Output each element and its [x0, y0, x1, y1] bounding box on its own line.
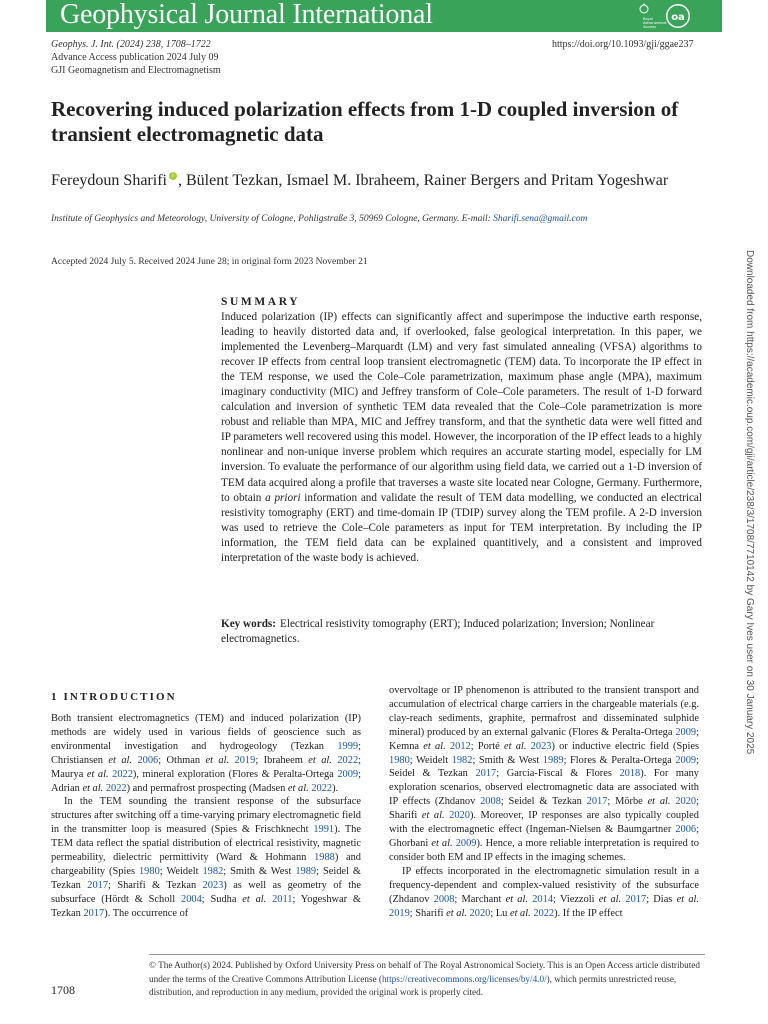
logo-text-2: Astronomical [643, 21, 667, 25]
citation-block [51, 38, 221, 77]
citation-link[interactable]: 2009 [455, 837, 477, 849]
citation-link[interactable]: 2006 [675, 824, 697, 836]
affiliation: Institute of Geophysics and Meteorology, University of Cologne, Pohligstraße 3, 50969 Cologne, Germany. E-mail: Sharifi.sena@gmail.com [51, 214, 588, 224]
citation-link[interactable]: 1982 [202, 865, 224, 877]
section-line: GJI Geomagnetism and Electromagnetism [51, 65, 221, 76]
citation-link[interactable]: 2019 [234, 754, 256, 766]
citation-link[interactable]: 1982 [451, 754, 473, 766]
citation-link[interactable]: 1980 [138, 865, 160, 877]
summary-heading: SUMMARY [221, 296, 301, 308]
article-dates: Accepted 2024 July 5. Received 2024 June 28; in original form 2023 November 21 [51, 257, 368, 267]
body-column-right [389, 684, 699, 920]
paragraph: IP effects incorporated in the electromagnetic simulation result in a frequency-dependent and complex-valued resistivity of the subsurface (Zhdanov 2008; Marchant et al. 2014; Viezzoli et al. 2017; Dias et al. 2019; Sharifi et al. 2020; Lu et al. 2022). If the IP effect [389, 865, 700, 919]
logo-text-1: Royal [643, 17, 653, 21]
citation-link[interactable]: 1999 [337, 740, 359, 752]
citation-link[interactable]: 2022 [105, 782, 127, 794]
citation-link[interactable]: 2017 [83, 907, 105, 919]
journal-title: Geophysical Journal International [60, 0, 433, 30]
introduction-heading: 1 INTRODUCTION [51, 691, 177, 703]
keywords-list: Electrical resistivity tomography (ERT); Induced polarization; Inversion; Nonlinear electromagnetics. [221, 618, 655, 646]
footer-divider [149, 954, 705, 955]
citation-link[interactable]: 1988 [314, 852, 335, 864]
citation-link[interactable]: 2011 [272, 893, 293, 905]
citation-link[interactable]: 2023 [530, 740, 552, 752]
citation-link[interactable]: 2009 [675, 754, 697, 766]
citation-link[interactable]: 2019 [389, 907, 410, 919]
citation-link[interactable]: 2022 [311, 782, 333, 794]
citation-link[interactable]: 1989 [542, 754, 564, 766]
citation-link[interactable]: 2012 [449, 740, 471, 752]
keywords-label: Key words: [221, 618, 276, 630]
citation-link[interactable]: 1989 [295, 865, 317, 877]
download-note: Downloaded from https://academic.oup.com/gji/article/238/3/1708/7710142 by Gary Ives user on 30 January 2025 [744, 250, 755, 755]
keywords [221, 617, 702, 647]
open-access-label: oa [671, 12, 685, 23]
first-author: Fereydoun Sharifi [51, 172, 167, 189]
page-number: 1708 [51, 983, 75, 997]
summary-text: Induced polarization (IP) effects can significantly affect and superimpose the inductive earth response, leading to heavily distorted data and, if overlooked, false geological interpretation. In this paper, we implemented the Levenberg–Marquardt (LM) and very fast simulated annealing (VFSA) algorithms to recover IP effects from central loop transient electromagnetic (TEM) data. To incorporate the IP effect in the TEM response, we used the Cole–Cole parametrization, maximum phase angle (MPA), maximum imaginary conductivity (MIC) and Jeffrey transform of Cole–Cole parameters. The result of 1-D forward calculation and inversion of synthetic TEM data revealed that the Cole–Cole parametrization is more robust and reliable than MPA, MIC and Jeffrey transform, and that the synthetic data were well fitted and IP parameters well recovered using this model. However, the incorporation of the IP effect leads to a highly nonlinear and non-unique inverse problem which requires an accurate starting model, especially for LM inversion. To evaluate the performance of our algorithm using field data, we carried out a 1-D inversion of TEM data acquired along a profile that traverses a waste site located near Cologne, Germany. Furthermore, to obtain a priori information and validate the result of TEM data modelling, we conducted an electrical resistivity tomography (ERT) and time-domain IP (TDIP) survey along the TEM profile. A 2-D inversion was used to retrieve the Cole–Cole parameters as input for TEM interpretation. By including the IP information, the TEM field data can be explained quantitively, and a consistent and improved interpretation of the waste body is achieved. [221, 311, 702, 564]
citation-link[interactable]: 2020 [449, 810, 470, 822]
other-authors: , Bülent Tezkan, Ismael M. Ibraheem, Rainer Bergers and Pritam Yogeshwar [177, 172, 669, 189]
journal-banner [46, 0, 722, 32]
citation-link[interactable]: 2023 [202, 879, 224, 891]
logo-text-3: Society [643, 25, 657, 29]
citation-link[interactable]: 2020 [675, 796, 697, 808]
license-notice: © The Author(s) 2024. Published by Oxford University Press on behalf of The Royal Astronomical Society. This is an Open Access article distributed under the terms of the Creative Commons Attribution License (https://creativecommons.org/licenses/by/4.0/), which permits unrestricted reuse, distribution, and reproduction in any medium, provided the original work is properly cited. [149, 960, 700, 997]
article-title: Recovering induced polarization effects from 1-D coupled inversion of transient electromagnetic data [51, 97, 679, 146]
citation-line: Geophys. J. Int. (2024) 238, 1708–1722 [51, 39, 211, 50]
citation-link[interactable]: 2020 [469, 907, 491, 919]
paragraph: In the TEM sounding the transient response of the subsurface structures after switching off a time-varying primary electromagnetic field in the transmitter loop is measured (Spies & Frischknecht 1991). The TEM data reflect the spatial distribution of electrical resistivity, magnetic permeability, dielectric permittivity (Ward & Hohmann 1988) and chargeability (Spies 1980; Weidelt 1982; Smith & West 1989; Seidel & Tezkan 2017; Sharifi & Tezkan 2023) as well as geometry of the subsurface (Hördt & Scholl 2004; Sudha et al. 2011; Yogeshwar & Tezkan 2017). The occurrence of [51, 796, 361, 919]
citation-link[interactable]: 1991 [313, 824, 335, 836]
citation-link[interactable]: 2017 [625, 893, 647, 905]
journal-logo [636, 1, 716, 31]
citation-link[interactable]: 2018 [619, 768, 641, 780]
advance-access-line: Advance Access publication 2024 July 09 [51, 52, 219, 63]
license-link[interactable]: https://creativecommons.org/licenses/by/4.0/ [381, 973, 547, 984]
citation-link[interactable]: 2017 [87, 879, 109, 891]
citation-link[interactable]: 2009 [337, 768, 359, 780]
citation-link[interactable]: 2006 [137, 754, 159, 766]
orcid-icon[interactable]: i [169, 172, 177, 180]
paragraph: overvoltage or IP phenomenon is attributed to the transient transport and accumulation of electrical charge carriers in the chargeable materials (e.g. clay-reach sediments, graphite, permafrost and disseminated sulphide mineral) produced by an external galvanic (Flores & Peralta-Ortega 2009; Kemna et al. 2012; Porté et al. 2023) or inductive electric field (Spies 1980; Weidelt 1982; Smith & West 1989; Flores & Peralta-Ortega 2009; Seidel & Tezkan 2017; García-Fiscal & Flores 2018). For many exploration scenarios, observed electromagnetic data are associated with IP effects (Zhdanov 2008; Seidel & Tezkan 2017; Mörbe et al. 2020; Sharifi et al. 2020). Moreover, IP responses are also typically coupled with the electromagnetic effect (Ingeman-Nielsen & Baumgartner 2006; Ghorbani et al. 2009). Hence, a more reliable interpretation is required to consider both EM and IP effects in the imaging schemes. [389, 685, 700, 863]
citation-link[interactable]: 2017 [475, 768, 497, 780]
paragraph: Both transient electromagnetics (TEM) and induced polarization (IP) methods are widely used in various fields of geoscience such as environmental investigation and hydrogeology (Tezkan 1999; Christiansen et al. 2006; Othman et al. 2019; Ibraheem et al. 2022; Maurya et al. 2022), mineral exploration (Flores & Peralta-Ortega 2009; Adrian et al. 2022) and permafrost prospecting (Madsen et al. 2022). [51, 713, 362, 794]
email-link[interactable]: Sharifi.sena@gmail.com [493, 214, 588, 224]
citation-link[interactable]: 2014 [532, 893, 554, 905]
body-column-left [51, 712, 361, 921]
citation-link[interactable]: 2022 [112, 768, 133, 780]
citation-link[interactable]: 2009 [675, 726, 697, 738]
citation-link[interactable]: 2004 [181, 893, 202, 905]
citation-link[interactable]: 2022 [533, 907, 555, 919]
citation-link[interactable]: 2017 [586, 796, 608, 808]
doi-link[interactable]: https://doi.org/10.1093/gji/ggae237 [552, 39, 694, 50]
ras-crest-icon [640, 4, 648, 13]
citation-link[interactable]: 1980 [389, 754, 410, 766]
citation-link[interactable]: 2022 [337, 754, 359, 766]
open-access-icon [666, 4, 690, 28]
citation-link[interactable]: 2008 [480, 796, 501, 808]
citation-link[interactable]: 2008 [433, 893, 455, 905]
author-list [51, 170, 671, 191]
